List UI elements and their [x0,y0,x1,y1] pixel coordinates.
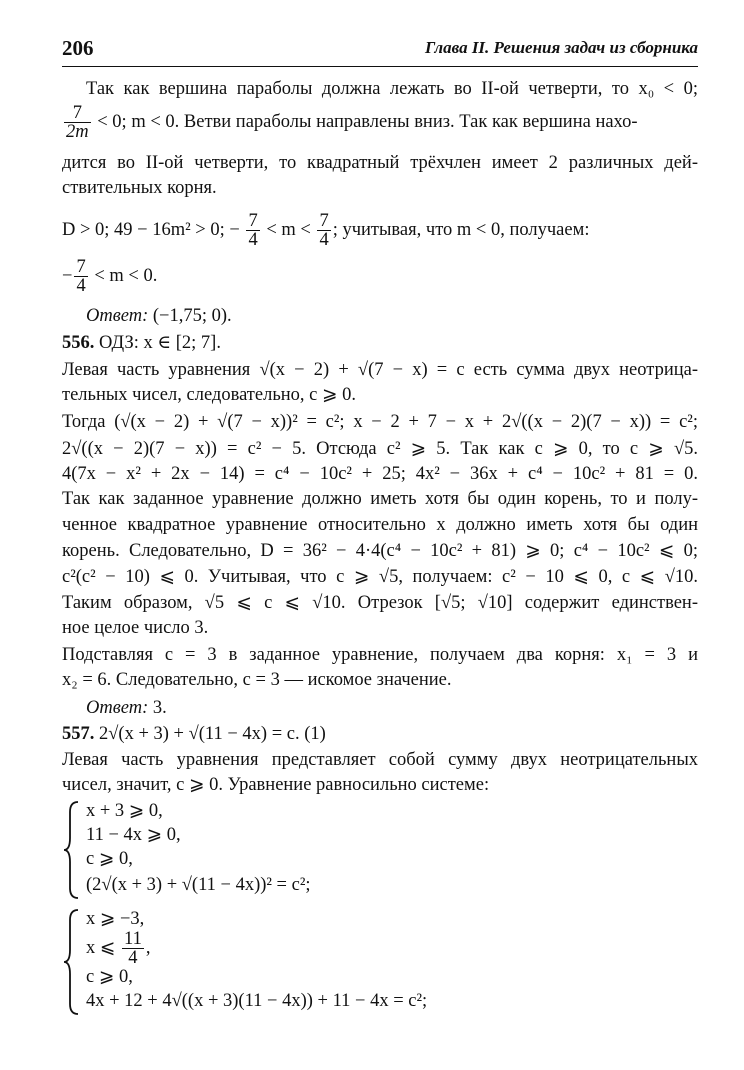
problem-heading: 557. 2√(x + 3) + √(11 − 4x) = c. (1) [62,724,326,744]
answer-label: Ответ: [86,306,149,326]
problem-number: 557. [62,724,95,744]
text-line: 4(7x − x² + 2x − 14) = c⁴ − 10c² + 25; 4x² − 36x + c⁴ − 10c² + 81 = 0. [62,464,698,484]
system-row: c ⩾ 0, [86,849,133,869]
system-row: 11 − 4x ⩾ 0, [86,825,181,845]
text-line: c²(c² − 10) ⩽ 0. Учитывая, что c ⩾ √5, получаем: c² − 10 ⩽ 0, c ⩽ √10. [62,567,698,587]
text-line: корень. Следовательно, D = 36² − 4·4(c⁴ − 10c² + 81) ⩾ 0; c⁴ − 10c² ⩽ 0; [62,541,698,561]
text-line: Таким образом, √5 ⩽ c ⩽ √10. Отрезок [√5; √10] содержит единствен- [62,593,698,613]
system-row: x ⩾ −3, [86,909,145,929]
answer-value: (−1,75; 0). [152,306,232,326]
fraction: $\frac{7}{4}$ [248,211,258,250]
system-row: c ⩾ 0, [86,967,133,987]
running-title: Глава II. Решения задач из сборника [425,38,698,57]
text-line: Левая часть уравнения √(x − 2) + √(7 − x) = c есть сумма двух неотрица- [62,360,698,380]
fraction: $\frac{11}{4}$ [124,929,142,968]
system-brace [62,908,84,1016]
system-row: x + 3 ⩾ 0, [86,801,163,821]
text-line: Левая часть уравнения представляет собой сумму двух неотрицательных [62,750,698,770]
system-row: (2√(x + 3) + √(11 − 4x))² = c²; [86,875,311,895]
text-line: ченное квадратное уравнение относительно x должно иметь хотя бы один [62,515,698,535]
answer-line [86,697,698,719]
text-line: $\frac{7}{2m}$ < 0; m < 0. Ветви параболы направлены вниз. Так как вершина нахо- [66,103,638,142]
answer-line [86,305,698,327]
fraction: $\frac{7}{4}$ [76,257,86,296]
text-line: x₂ = 6. Следовательно, c = 3 — искомое значение. [62,670,452,690]
text-line: − $\frac{7}{4}$ < m < 0. [62,257,158,296]
answer-value: 3. [152,698,167,718]
page-number: 206 [62,36,94,60]
text-line: Тогда (√(x − 2) + √(7 − x))² = c²; x − 2 + 7 − x + 2√((x − 2)(7 − x)) = c²; [62,412,698,432]
text-line: ствительных корня. [62,178,217,198]
problem-heading: 556. ОДЗ: x ∈ [2; 7]. [62,333,221,353]
system-row: 4x + 12 + 4√((x + 3)(11 − 4x)) + 11 − 4x = c²; [86,991,428,1011]
fraction: $\frac{7}{2m}$ [66,103,89,142]
text-line: 2√((x − 2)(7 − x)) = c² − 5. Отсюда c² ⩾ 5. Так как c ⩾ 0, то c ⩾ √5. [62,439,698,459]
text-line: D > 0; 49 − 16m² > 0; − $\frac{7}{4}$ < m < $\frac{7}{4}$ ; учитывая, что m < 0, получаем: [62,211,590,250]
text-line: тельных чисел, следовательно, c ⩾ 0. [62,385,357,405]
text-line: дится во II-ой четверти, то квадратный трёхчлен имеет 2 различных дей- [62,153,698,173]
answer-label: Ответ: [86,698,149,718]
text-line: Подставляя c = 3 в заданное уравнение, получаем два корня: x₁ = 3 и [62,645,698,665]
text-line: чисел, значит, c ⩾ 0. Уравнение равносильно системе: [62,775,490,795]
text-line: ное целое число 3. [62,618,209,638]
page-header [62,34,698,67]
text-line: Так как заданное уравнение должно иметь хотя бы один корень, то и полу- [62,489,698,509]
text-line: Так как вершина параболы должна лежать во II-ой четверти, то x₀ < 0; [86,79,698,99]
problem-number: 556. [62,333,95,353]
fraction: $\frac{7}{4}$ [319,211,329,250]
system-brace [62,800,84,900]
system-row: x ⩽ $\frac{11}{4}$ , [86,929,151,968]
